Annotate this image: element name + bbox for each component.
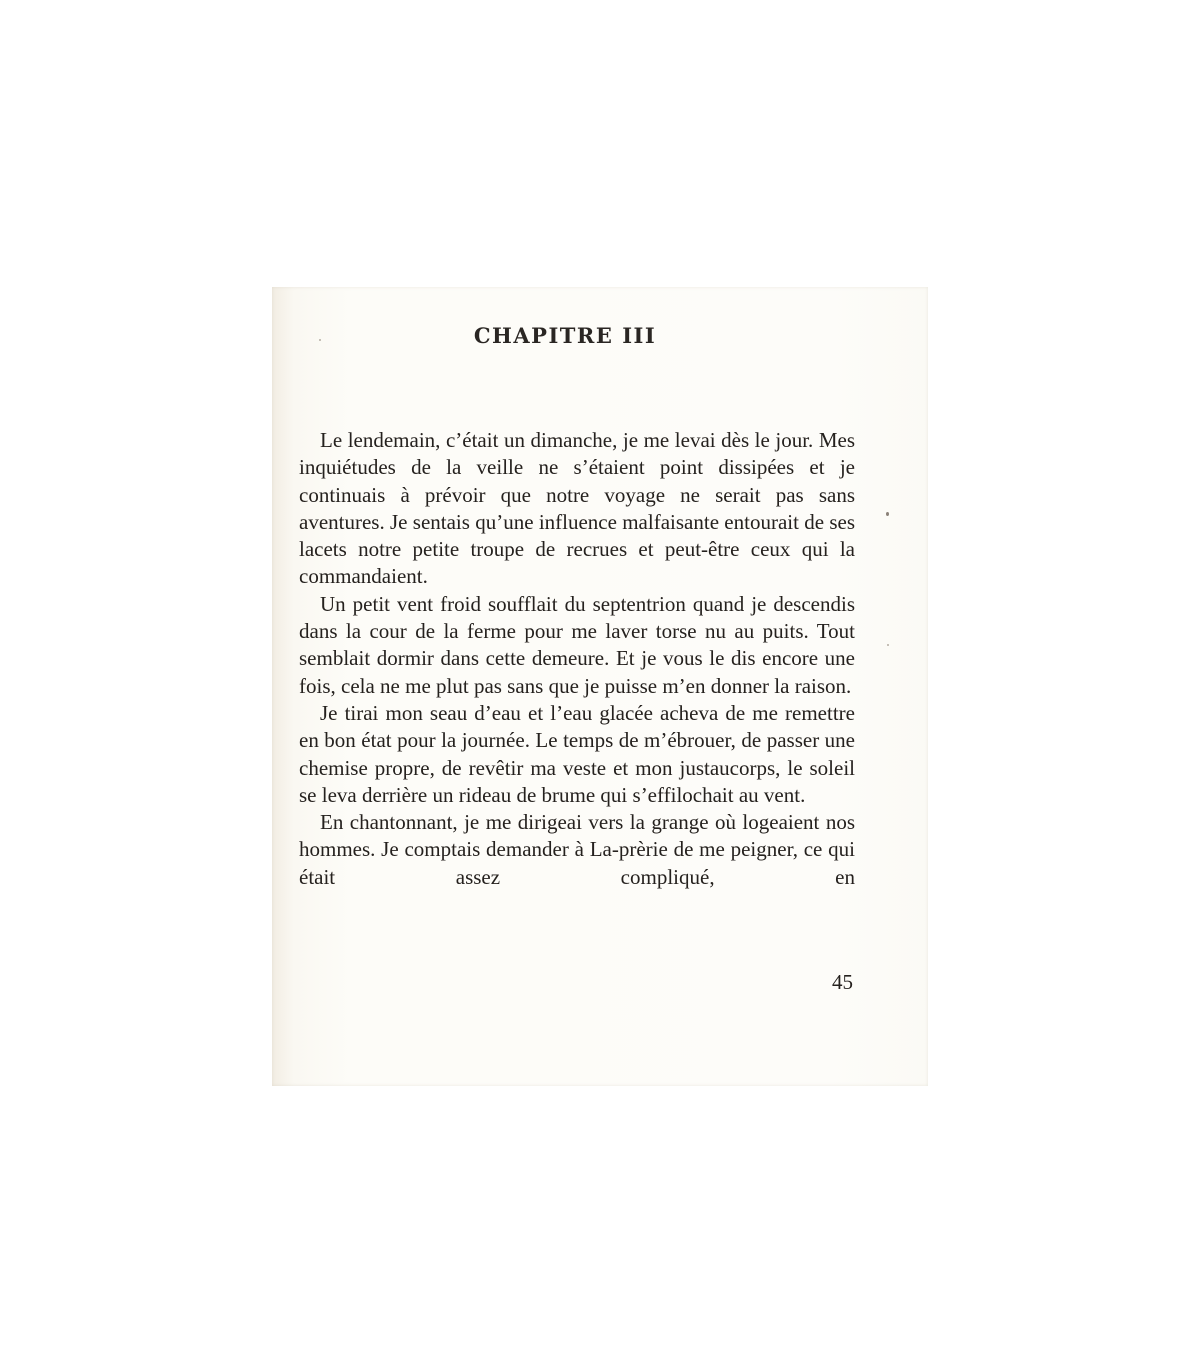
paragraph-1: Le lendemain, c’était un dimanche, je me levai dès le jour. Mes inquiétudes de la veille ne s’étaient point dissipées et je continuais à prévoir que notre voyage ne serait pas sans aventures. Je sentais qu’une influence malfaisante entourait de ses lacets notre petite troupe de recrues et peut-être ceux qui la commandaient.: [299, 428, 855, 589]
book-page: [272, 287, 928, 1086]
paragraph-2: Un petit vent froid soufflait du septentrion quand je descendis dans la cour de la ferme pour me laver torse nu au puits. Tout semblait dormir dans cette demeure. Et je vous le dis encore une fois, cela ne me plut pas sans que je puisse m’en donner la raison.: [299, 591, 855, 698]
paragraph-3: Je tirai mon seau d’eau et l’eau glacée acheva de me remettre en bon état pour la journée. Le temps de m’ébrouer, de passer une chemise propre, de revêtir ma veste et mon justaucorps, le soleil se leva derrière un rideau de brume qui s’effilochait au vent.: [299, 700, 855, 807]
paper-speck: [886, 512, 889, 516]
paper-speck: [887, 644, 889, 646]
paragraph-4: En chantonnant, je me dirigeai vers la grange où logeaient nos hommes. Je comptais demander à La-prèrie de me peigner, ce qui était assez compliqué, en: [299, 810, 855, 889]
body-text: [299, 427, 855, 891]
chapter-title: CHAPITRE III: [473, 323, 657, 348]
page-number: 45: [832, 970, 853, 994]
